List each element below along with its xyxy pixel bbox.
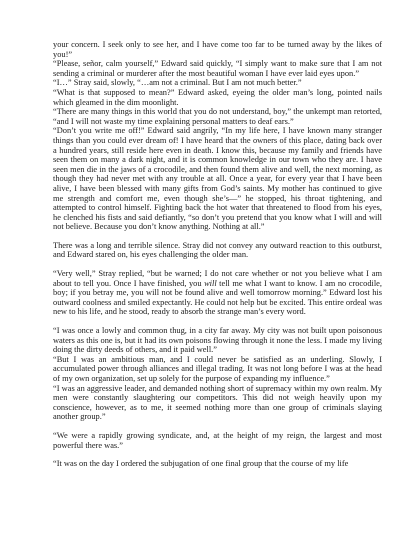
paragraph: “I…” Stray said, slowly, “…am not a criminal. But I am not much better.”: [53, 78, 302, 88]
paragraph: There was a long and terrible silence. Stray did not convey any outward reaction to this outburst, and Edward stared on, his eyes challenging the older man.: [53, 240, 382, 260]
paragraph: “I was once a lowly and common thug, in a city far away. My city was not built upon poisonous waters as this one is, but it had its own poisons flowing through it none the less. I made my living doing the dirty deeds of others, and it paid well.”: [53, 326, 382, 355]
paragraph-text: tell me what I want to know. I am no crocodile, boy; if you betray me, you will not be found alive and well tomorrow morning.” Edward lost his outward coolness and smiled expectantly. He could not help but be excited. This entire ordeal was new to his life, and he stood, ready to absorb the strange man’s every word.: [53, 278, 382, 317]
paragraph: [53, 269, 382, 317]
text-body: [53, 40, 382, 469]
emphasis-text: will: [204, 278, 217, 288]
paragraph-text: “Very well,” Stray replied, “but be warned; I do not care whether or not you believe what I am about to tell you. Once I have finished, you: [53, 269, 382, 288]
paragraph: “There are many things in this world that you do not understand, boy,” the unkempt man retorted, “and I will not waste my time explaining personal matters to deaf ears.”: [53, 107, 382, 126]
paragraph: your concern. I seek only to see her, and I have come too far to be turned away by the likes of you!”: [53, 40, 382, 59]
paragraph: “What is that supposed to mean?” Edward asked, eyeing the older man’s long, pointed nails which gleamed in the dim moonlight.: [53, 87, 382, 107]
paragraph: “It was on the day I ordered the subjugation of one final group that the course of my life: [53, 459, 349, 469]
paragraph: “We were a rapidly growing syndicate, and, at the height of my reign, the largest and most powerful there was.”: [53, 430, 382, 450]
paragraph: “Don’t you write me off!” Edward said angrily, “In my life here, I have known many stranger things than you could ever dream of! I have heard that the owners of this place, dating back over a hundred years, still reside here even in death. I know this, because my family and friends have seen them on many a dark night, and it is common knowledge in our town who they are. I have seen men die in the jaws of a crocodile, and then found them alive and well, the next morning, as though they had never met with any trouble at all. Once a year, for every year that I have been alive, I have been blessed with many gifts from God’s saints. My mother has continued to give me strength and comfort me, even though she’s—” he stopped, his throat tightening, and attempted to control himself. Fighting back the hot water that threatened to flood from his eyes, he clenched his fists and said defiantly, “so don’t you pretend that you know what I will and will not believe. Because you don’t know anything. Nothing at all.”: [53, 126, 382, 232]
paragraph: “Please, señor, calm yourself,” Edward said quickly, “I simply want to make sure that I am not sending a criminal or murderer after the most beautiful woman I have ever laid eyes upon.”: [53, 59, 382, 78]
paragraph: “I was an aggressive leader, and demanded nothing short of supremacy within my own realm. My men were constantly slaughtering our competitors. This did not weigh heavily upon my conscience, however, as to me, it seemed nothing more than one group of criminals slaying another group.”: [53, 383, 382, 422]
paragraph: “But I was an ambitious man, and I could never be satisfied as an underling. Slowly, I accumulated power through alliances and illegal trading. It was not long before I was at the head of my own organization, set up solely for the purpose of expanding my influence.”: [53, 354, 382, 383]
